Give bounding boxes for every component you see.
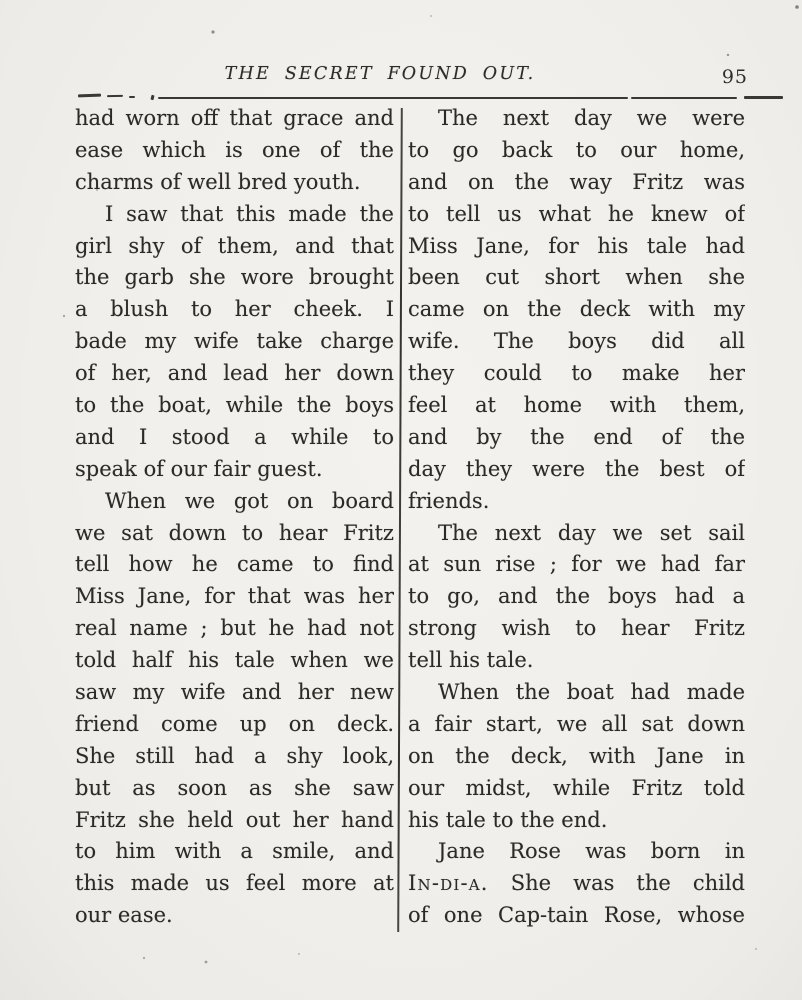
text-line: his tale to the end. xyxy=(408,807,608,832)
text-line: a fair start, we all sat down xyxy=(408,711,745,736)
text-line xyxy=(408,868,745,900)
column-left-text xyxy=(75,103,394,932)
text-line: charms of well bred youth. xyxy=(75,169,361,194)
text-line: Miss Jane, for that was her xyxy=(75,584,394,609)
page-title: THE SECRET FOUND OUT. xyxy=(224,64,536,84)
text-line: of her, and lead her down xyxy=(75,361,394,386)
text-line: tell how he came to find xyxy=(75,552,394,577)
page-number: 95 xyxy=(721,66,748,88)
text-line: to tell us what he knew of xyxy=(408,201,745,226)
text-line: we sat down to hear Fritz xyxy=(75,520,394,545)
rule-segment xyxy=(158,97,628,99)
text-line: but as soon as she saw xyxy=(75,775,394,800)
text-line: speak of our fair guest. xyxy=(75,456,323,481)
rule-segment xyxy=(107,95,123,98)
column-divider xyxy=(397,108,402,932)
text-line: tell his tale. xyxy=(408,648,534,673)
text-line: came on the deck with my xyxy=(408,297,745,322)
text-line: they could to make her xyxy=(408,361,745,386)
text-line: this made us feel more at xyxy=(75,871,394,896)
text-line: The next day we were xyxy=(438,106,745,130)
rule-segment xyxy=(78,94,101,97)
running-header xyxy=(0,64,760,84)
rule-segment xyxy=(129,96,135,98)
rule-segment xyxy=(631,97,737,99)
text-line: friends. xyxy=(408,488,490,513)
text-line: I saw that this made the xyxy=(105,201,394,226)
paragraph xyxy=(408,103,745,518)
text-line: to him with a smile, and xyxy=(75,839,394,864)
text-line: and by the end of the xyxy=(408,424,745,449)
smallcaps-text: In-di-a. xyxy=(408,871,489,896)
text-line: Miss Jane, for his tale had xyxy=(408,233,745,258)
text-line: to go, and the boys had a xyxy=(408,584,745,609)
text-line: The next day we set sail xyxy=(438,520,745,545)
rule-speck xyxy=(150,95,154,101)
text-line: ease which is one of the xyxy=(75,137,394,162)
text-line: been cut short when she xyxy=(408,265,745,290)
text-line: saw my wife and her new xyxy=(75,680,394,705)
text-line: had worn off that grace and xyxy=(75,106,394,130)
text-line: our midst, while Fritz told xyxy=(408,775,745,800)
text-line: When we got on board xyxy=(105,488,394,513)
paragraph xyxy=(75,199,394,486)
text-line: bade my wife take charge xyxy=(75,329,394,354)
text-line: of one Cap-tain Rose, whose xyxy=(408,903,745,928)
text-line: feel at home with them, xyxy=(408,393,745,418)
text-line: at sun rise ; for we had far xyxy=(408,552,745,577)
text-line: strong wish to hear Fritz xyxy=(408,616,745,641)
text-line: a blush to her cheek. I xyxy=(75,297,394,322)
text-line: friend come up on deck. xyxy=(75,711,394,736)
text-line: Jane Rose was born in xyxy=(438,839,745,864)
text-line: and I stood a while to xyxy=(75,424,394,449)
text-line: day they were the best of xyxy=(408,456,745,481)
text-line: told half his tale when we xyxy=(75,648,394,673)
paragraph xyxy=(408,518,745,677)
paragraph xyxy=(408,836,745,932)
text-line: and on the way Fritz was xyxy=(408,169,745,194)
paragraph xyxy=(75,103,394,199)
text-line: She still had a shy look, xyxy=(75,743,394,768)
text-line: real name ; but he had not xyxy=(75,616,394,641)
text-line: on the deck, with Jane in xyxy=(408,743,745,768)
paragraph xyxy=(408,677,745,836)
text-line: Fritz she held out her hand xyxy=(75,807,394,832)
text-line: girl shy of them, and that xyxy=(75,233,394,258)
text-line: to go back to our home, xyxy=(408,137,745,162)
paragraph xyxy=(75,486,394,932)
text-line: to the boat, while the boys xyxy=(75,393,394,418)
rule-segment xyxy=(744,96,783,99)
text-line: our ease. xyxy=(75,903,173,928)
column-right-text xyxy=(408,103,745,932)
paper-specks xyxy=(0,0,2,2)
text-line: wife. The boys did all xyxy=(408,329,745,354)
text-segment: She was the child xyxy=(488,871,745,896)
text-line: When the boat had made xyxy=(438,680,745,705)
text-line: the garb she wore brought xyxy=(75,265,394,290)
